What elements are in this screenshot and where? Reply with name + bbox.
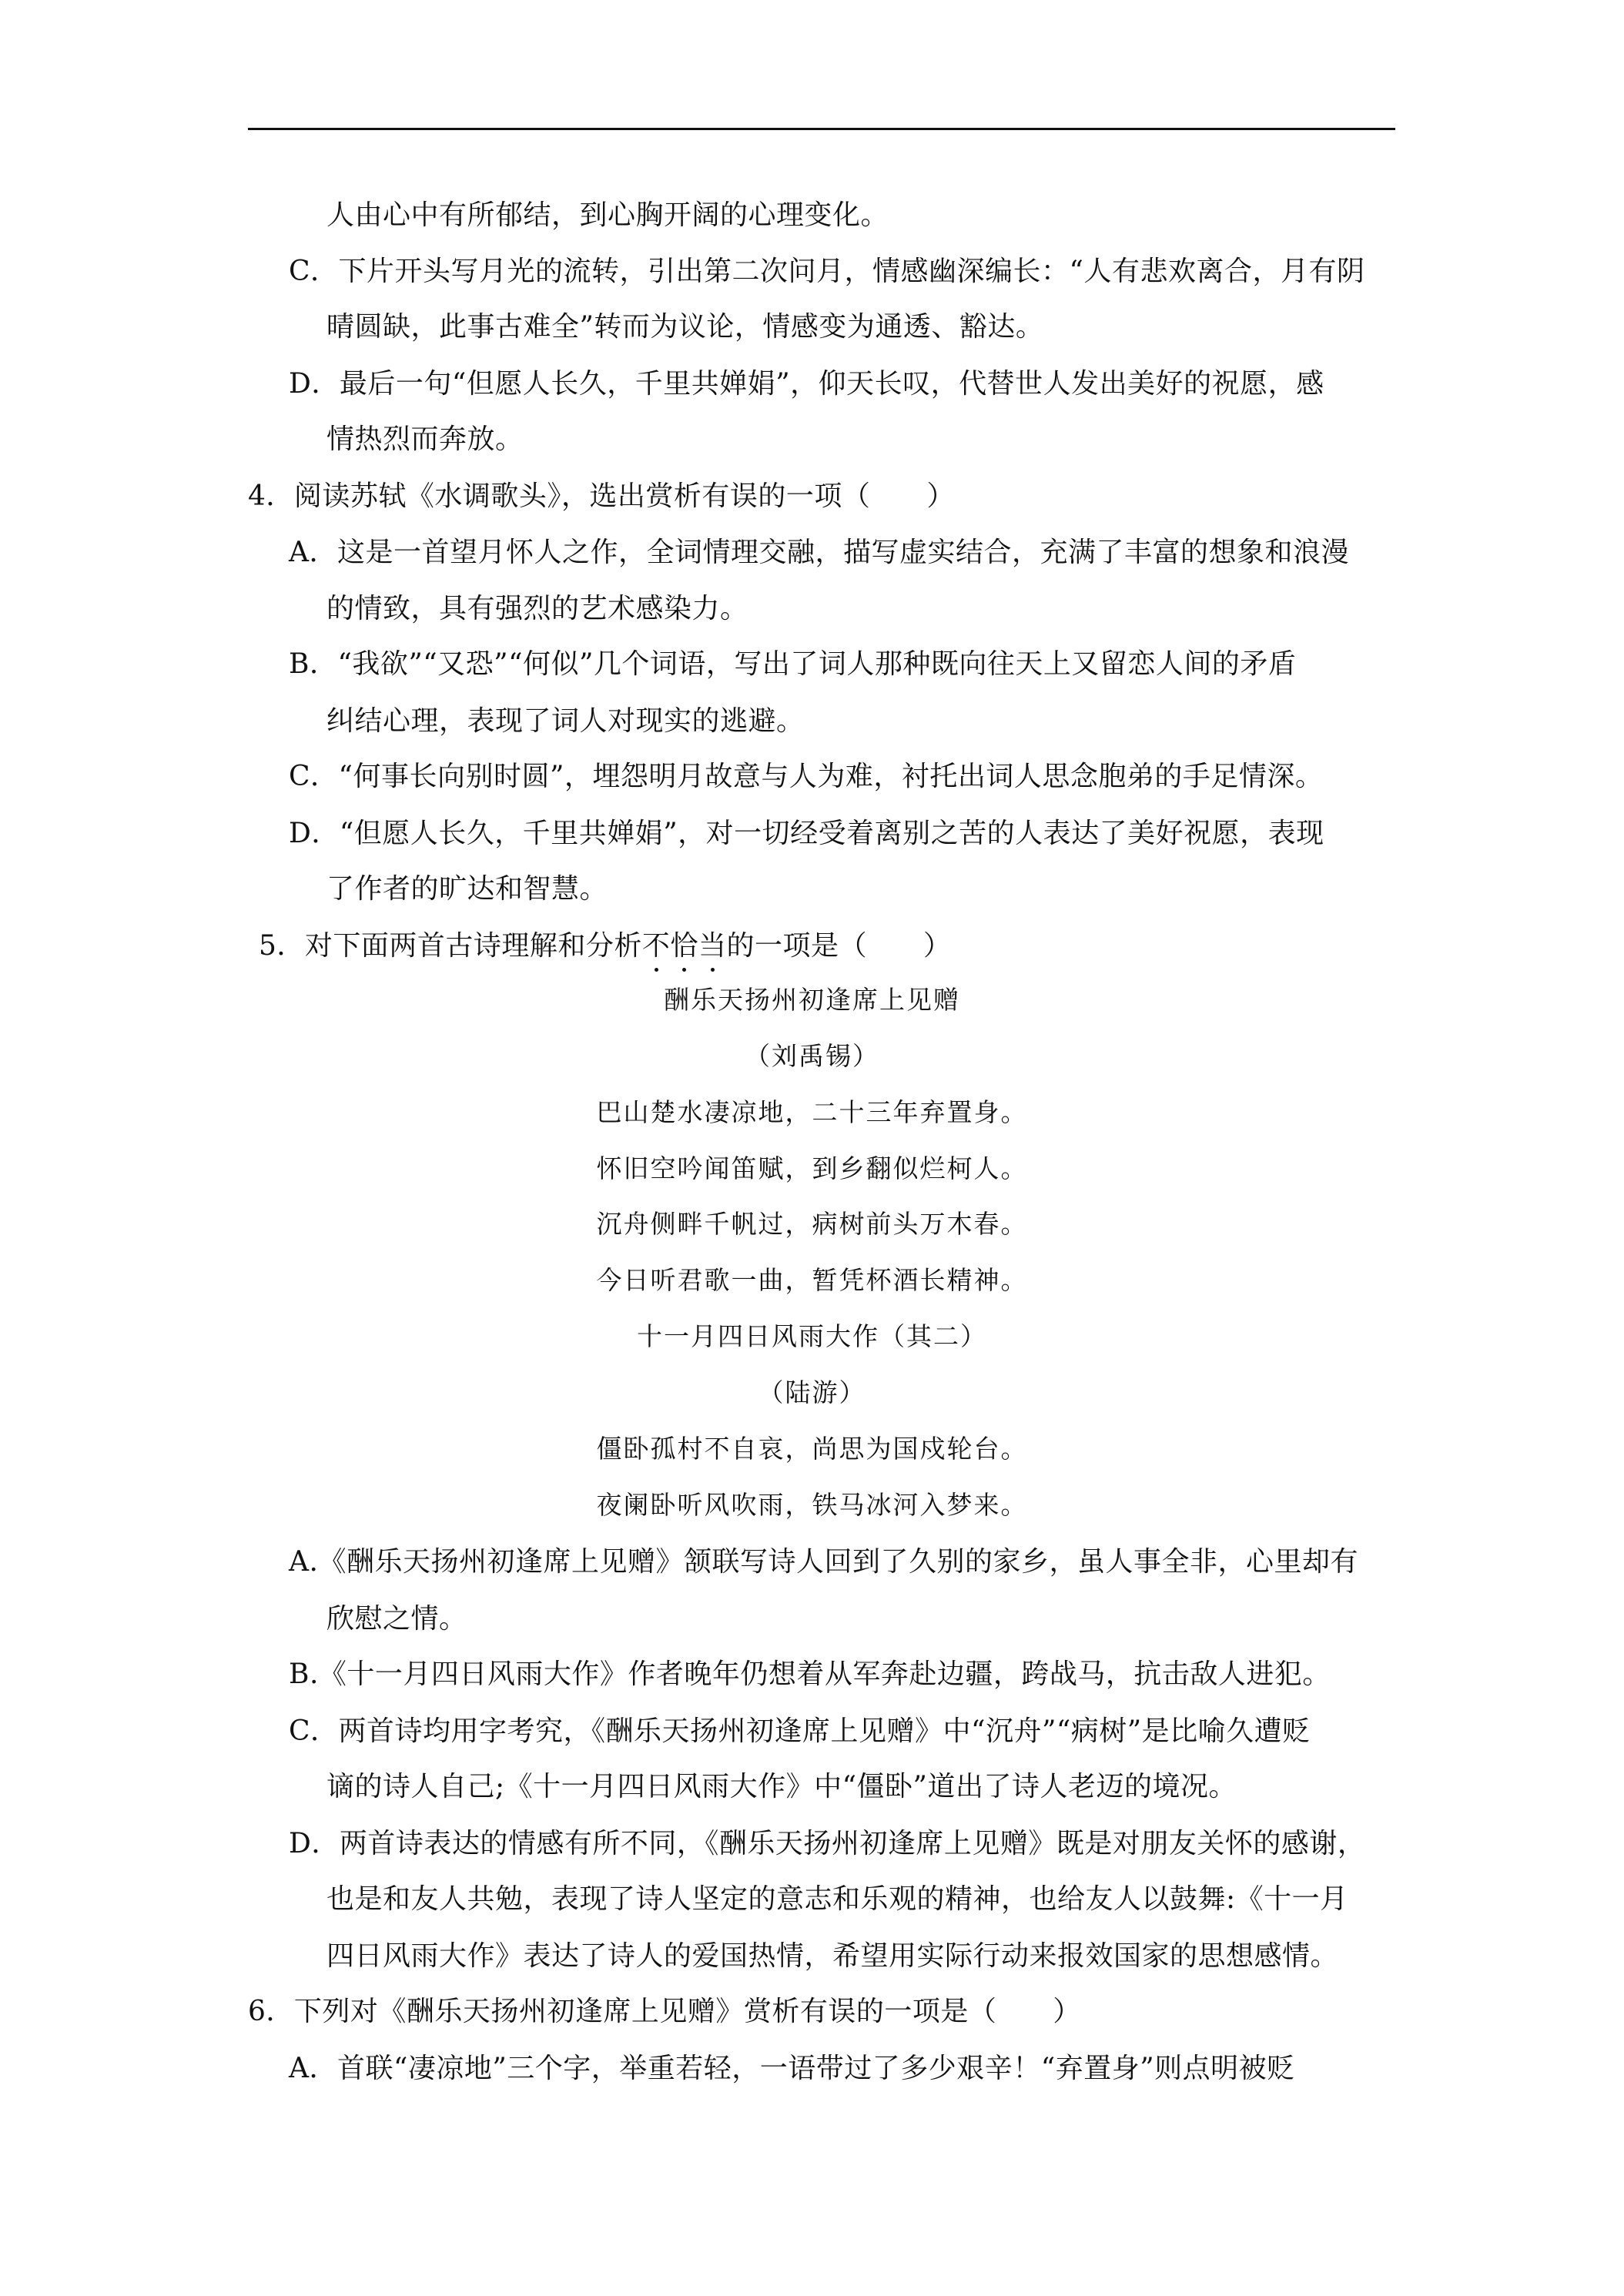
- option-c: C．“何事长向别时圆”，埋怨明月故意与人为难，衬托出词人思念胞弟的手足情深。: [289, 761, 1324, 792]
- question-4: 4．阅读苏轼《水调歌头》，选出赏析有误的一项（ ）: [248, 480, 955, 512]
- question-5: [259, 929, 951, 964]
- text-line: 谪的诗人自己;《十一月四日风雨大作》中“僵卧”道出了诗人老迈的境况。: [326, 1771, 1237, 1802]
- text-line: 欣慰之情。: [326, 1603, 467, 1635]
- poem-title: 十一月四日风雨大作（其二）: [637, 1321, 987, 1351]
- poem-line: 僵卧孤村不自哀，尚思为国戍轮台。: [596, 1434, 1028, 1464]
- option-d: D．最后一句“但愿人长久，千里共婵娟”，仰天长叹，代替世人发出美好的祝愿，感: [289, 368, 1324, 400]
- poem-line: 巴山楚水凄凉地，二十三年弃置身。: [596, 1097, 1028, 1127]
- option-c: C．下片开头写月光的流转，引出第二次问月，情感幽深编长：“人有悲欢离合，月有阴: [289, 256, 1365, 287]
- text-line: 晴圆缺，此事古难全”转而为议论，情感变为通透、豁达。: [326, 311, 1044, 343]
- poem-title: 酬乐天扬州初逢席上见赠: [664, 985, 960, 1015]
- option-c: C．两首诗均用字考究，《酬乐天扬州初逢席上见赠》中“沉舟”“病树”是比喻久遭贬: [289, 1715, 1311, 1747]
- question-5-tail: 的一项是（ ）: [726, 930, 952, 962]
- text-line: 四日风雨大作》表达了诗人的爱国热情，希望用实际行动来报效国家的思想感情。: [326, 1940, 1339, 1972]
- text-line: 了作者的旷达和智慧。: [326, 873, 608, 905]
- option-b: B．“我欲”“又恐”“何似”几个词语，写出了词人那种既向往天上又留恋人间的矛盾: [289, 648, 1297, 680]
- text-line: 纠结心理，表现了词人对现实的逃避。: [326, 705, 805, 737]
- text-line: 也是和友人共勉，表现了诗人坚定的意志和乐观的精神，也给友人以鼓舞:《十一月: [326, 1883, 1348, 1915]
- option-a: A．这是一首望月怀人之作，全词情理交融，描写虚实结合，充满了丰富的想象和浪漫: [289, 537, 1349, 568]
- option-d: D．两首诗表达的情感有所不同，《酬乐天扬州初逢席上见赠》既是对朋友关怀的感谢，: [289, 1828, 1366, 1859]
- header-rule: [248, 128, 1395, 130]
- question-5-lead: 5．对下面两首古诗理解和分析: [259, 930, 642, 962]
- poem-line: 沉舟侧畔千帆过，病树前头万木春。: [596, 1209, 1028, 1239]
- poem-line: 怀旧空吟闻笛赋，到乡翻似烂柯人。: [596, 1153, 1028, 1183]
- option-d: D．“但愿人长久，千里共婵娟”，对一切经受着离别之苦的人表达了美好祝愿，表现: [289, 818, 1324, 849]
- emphasis-char: 当: [698, 929, 727, 964]
- question-6: 6．下列对《酬乐天扬州初逢席上见赠》赏析有误的一项是（ ）: [248, 1996, 1081, 2027]
- option-a: A．首联“凄凉地”三个字，举重若轻，一语带过了多少艰辛！“弃置身”则点明被贬: [289, 2053, 1295, 2084]
- option-a: A.《酬乐天扬州初逢席上见赠》颔联写诗人回到了久别的家乡，虽人事全非，心里却有: [289, 1546, 1358, 1578]
- poem-line: 今日听君歌一曲，暂凭杯酒长精神。: [596, 1265, 1028, 1295]
- option-b: B.《十一月四日风雨大作》作者晚年仍想着从军奔赴边疆，跨战马，抗击敌人进犯。: [289, 1658, 1331, 1690]
- emphasis-char: 恰: [670, 929, 698, 964]
- text-line: 人由心中有所郁结，到心胸开阔的心理变化。: [326, 199, 889, 231]
- text-line: 情热烈而奔放。: [326, 423, 524, 455]
- text-line: 的情致，具有强烈的艺术感染力。: [326, 593, 748, 624]
- poem-author: （陆游）: [758, 1377, 866, 1407]
- poem-author: （刘禹锡）: [745, 1041, 879, 1071]
- emphasis-char: 不: [642, 929, 671, 964]
- poem-line: 夜阑卧听风吹雨，铁马冰河入梦来。: [596, 1490, 1028, 1520]
